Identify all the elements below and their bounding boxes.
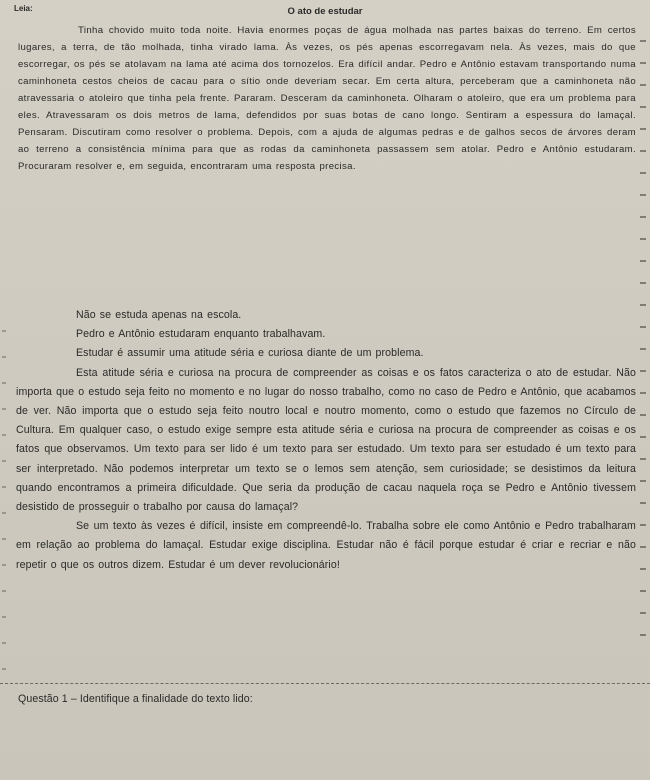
story-paragraph: Tinha chovido muito toda noite. Havia enormes poças de água molhada nas partes baixas do terreno. Em certos lugares, a terra, de tão molhada, tinha virado lama. Às vezes, os pés apenas escorregavam nela. Às vezes, mais do que escorregar, os pés se atolavam na lama até acima dos tornozelos. Era difícil andar. Pedro e Antônio estavam transportando numa caminhoneta cestos cheios de cacau para o sítio onde deveriam secar. Em certa altura, perceberam que a caminhoneta não atravessaria o atoleiro que tinha pela frente. Pararam. Desceram da caminhoneta. Olharam o atoleiro, que era um problema para eles. Atravessaram os dois metros de lama, defendidos por suas botas de cano longo. Sentiram a espessura do lamaçal. Pensaram. Discutiram como resolver o problema. Depois, com a ajuda de algumas pedras e de galhos secos de árvores deram ao terreno a consistência mínima para que as rodas da caminhoneta passassem sem atolar. Pedro e Antônio estudaram. Procuraram resolver e, em seguida, encontraram uma resposta precisa. (18, 25, 636, 172)
reflection-line: Pedro e Antônio estudaram enquanto trabalhavam. (76, 328, 326, 341)
story-paragraph-block (18, 22, 636, 175)
reflection-paragraph: Esta atitude séria e curiosa na procura de compreender as coisas e os fatos caracteriza o ato de estudar. Não importa que o estudo seja feito no momento e no lugar do nosso trabalho, como no caso de Pedro e Antônio, que acabamos de ver. Não importa que o estudo seja feito noutro local e noutro momento, como o estudo que fazemos no Círculo de Cultura. Em qualquer caso, o estudo exige sempre esta atitude séria e curiosa na procura de compreender as coisas e os fatos que observamos. Um texto para ser lido é um texto para ser estudado. Um texto para ser estudado é um texto para ser interpretado. Não podemos interpretar um texto se o lemos sem atenção, sem curiosidade; se desistimos da leitura quando encontramos a primeira dificuldade. Que seria da produção de cacau naquela roça se Pedro e Antônio tivessem desistido de prosseguir o trabalho por causa do lamaçal? (16, 366, 636, 514)
reflection-paragraph: Se um texto às vezes é difícil, insiste em compreendê-lo. Trabalha sobre ele como Antônio e Pedro trabalharam em relação ao problema do lamaçal. Estudar exige disciplina. Estudar não é fácil porque estudar é criar e recriar e não repetir o que os outros dizem. Estudar é um dever revolucionário! (16, 520, 636, 571)
reflection-line: Estudar é assumir uma atitude séria e curiosa diante de um problema. (76, 347, 424, 360)
read-label: Leia: (14, 4, 33, 13)
section-divider (0, 683, 650, 684)
left-margin-dots (2, 330, 6, 670)
text-title: O ato de estudar (287, 6, 363, 17)
reflection-block (16, 306, 636, 575)
reflection-line: Não se estuda apenas na escola. (76, 309, 242, 321)
question-prompt: Questão 1 – Identifique a finalidade do texto lido: (18, 693, 253, 705)
right-margin-dots (640, 40, 646, 640)
